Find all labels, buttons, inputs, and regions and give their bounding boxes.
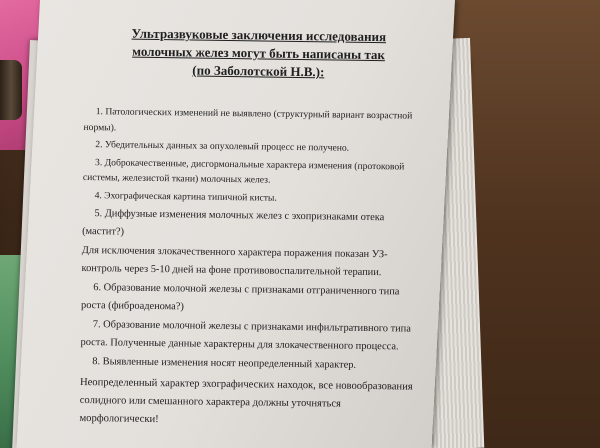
binder-ring <box>0 60 22 120</box>
list-item-1: 1. Патологических изменений не выявлено (структурный вариант возрастной нормы). <box>83 106 413 133</box>
title-line-3: (по Заболотской Н.В.): <box>192 62 325 80</box>
list-item-8: 8. Выявленные изменения носят неопределенный характер. <box>92 356 357 371</box>
list-item-5-note: Для исключения злокачественного характера поражения показан УЗ-контроль через 5-10 дней на фоне противовоспалительной терапии. <box>81 244 388 278</box>
list-item-3: 3. Доброкачественные, дисгормональные характера изменения (протоковой системы, железистой ткани) молочных желез. <box>82 156 405 186</box>
list-item-2: 2. Убедительных данных за опухолевый процесс не получено. <box>95 139 350 154</box>
list-item-5: 5. Диффузные изменения молочных желез с эхопризнаками отека (мастит?) <box>82 208 385 238</box>
list-item-4: 4. Эхографическая картина типичной кисты. <box>94 189 277 204</box>
document-content <box>79 24 423 432</box>
title-line-1: Ультразвуковые заключения исследования <box>131 25 387 45</box>
list-item-7: 7. Образование молочной железы с признаками инфильтративного типа роста. Полученные данные характерны для злокачественного процесса. <box>80 319 411 352</box>
document-title <box>84 24 423 83</box>
document-summary: Неопределенный характер эхографических находок, все новообразования солидного или смешанного характера должны уточняться морфологически! <box>79 376 413 425</box>
title-line-2: молочных желез могут быть написаны так <box>132 43 386 63</box>
list-item-6: 6. Образование молочной железы с признаками отграниченного типа роста (фиброаденома?) <box>80 282 400 312</box>
